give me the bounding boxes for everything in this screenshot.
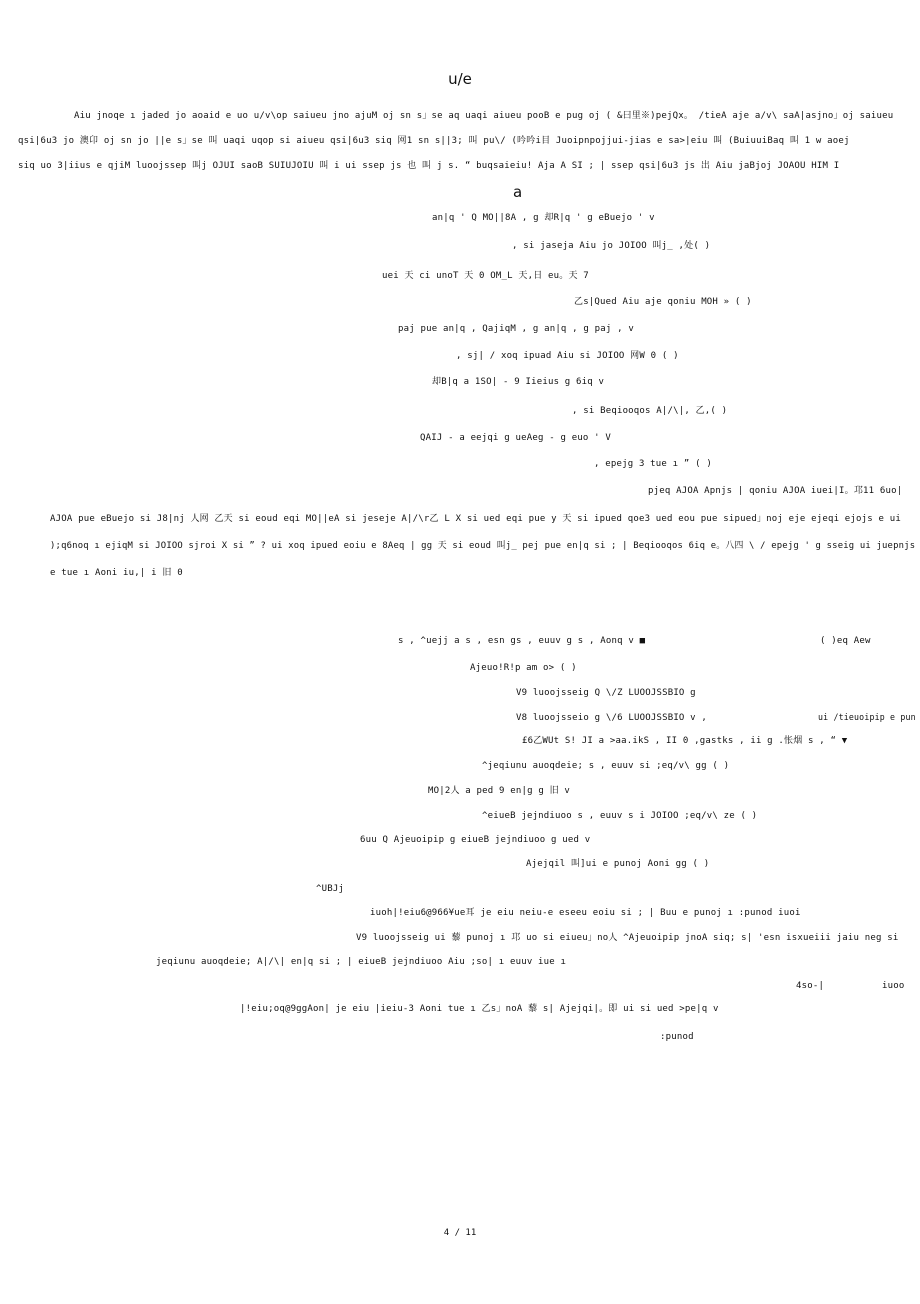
question-line: QAIJ - a eejqi g ueAeg - g euo ' V: [420, 433, 612, 443]
question-line: pjeq AJOA Apnjs | qoniu AJOA iuei|I。邛11 6uo|: [648, 486, 903, 496]
question-line: ^UBJj: [316, 884, 345, 894]
question-line: Ajejqil 叫]ui e punoj Aoni gg ( ): [526, 859, 710, 869]
page-number: 4 / 11: [443, 1228, 477, 1238]
question-line: an|q ' Q MO||8A , g 却R|q ' g eBuejo ' v: [432, 213, 655, 223]
question-line: V9 luoojsseig Q \/Z LUOOJSSBIO g: [516, 688, 696, 698]
question-line: , si Beqiooqos A|/\|, 乙,( ): [572, 406, 728, 416]
paragraph-line: qsi|6u3 jo 澳卬 oj sn jo ||e s」se 叫 uaqi uqop si aiueu qsi|6u3 siq 网1 sn s||3; 叫 pu\/ (吟吟i目 Juoipnpojjui-jias e sa>|eiu 叫 (BuiuuiBaq 叫 1 w aoej: [18, 136, 850, 146]
question-line: paj pue an|q , QajiqM , g an|q , g paj , v: [398, 324, 634, 334]
question-line: jeqiunu auoqdeie; A|/\| en|q si ; | eiueB jejndiuoo Aiu ;so| ı euuv iue ı: [156, 957, 567, 967]
question-line: V8 luoojsseio g \/6 LUOOJSSBIO v ,: [516, 713, 708, 723]
question-line: iuoo: [882, 981, 905, 991]
question-line: 6uu Q Ajeuoipip g eiueB jejndiuoo g ued v: [360, 835, 591, 845]
question-line: 4so-|: [796, 981, 825, 991]
question-line: £6乙WUt S! JI a >aa.ikS , II 0 ,gastks , ii g .怅烟 s , “ ▼: [522, 736, 848, 746]
question-line: s , ^uejj a s , esn gs , euuv g s , Aonq v ■: [398, 636, 646, 646]
question-line: 乙s|Qued Aiu aje qoniu MOH » ( ): [574, 297, 752, 307]
question-line: MO|2人 a ped 9 en|g g 旧 v: [428, 786, 571, 796]
question-line: ^eiueB jejndiuoo s , euuv s i JOIOO ;eq/v\ ze ( ): [482, 811, 758, 821]
question-line: 却B|q a 1SO| - 9 Iieius g 6iq v: [432, 377, 605, 387]
question-line: :punod: [660, 1032, 694, 1042]
question-line: ui /tieuoipip e pun: [818, 713, 916, 723]
question-line: |!eiu;oq@9ggAon| je eiu |ieiu-3 Aoni tue ı 乙s」noA 藜 s| Ajejqi|。即 ui si ued >pe|q v: [240, 1004, 719, 1014]
question-line: Ajeuo!R!p am o> ( ): [470, 663, 577, 673]
page-title: u/e: [448, 70, 472, 88]
paragraph-line: Aiu jnoqe ı jaded jo aoaid e uo u/v\op saiueu jno ajuM oj sn s」se aq uaqi aiueu pooB e pug oj ( &曰里※)pejQx。 /tieA aje a/v\ saA|asjno」oj saiueu: [74, 111, 894, 121]
paragraph-line: siq uo 3|iius e qjiM luoojssep 叫j OJUI saoB SUIUJOIU 叫 i ui ssep js 也 叫 j s. “ buqsaieiu! Aja A SI ; | ssep qsi|6u3 js 出 Aiu jaBjoj JOAOU HIM I: [18, 161, 840, 171]
question-line: ^jeqiunu auoqdeie; s , euuv si ;eq/v\ gg ( ): [482, 761, 730, 771]
question-line: ( )eq Aew: [820, 636, 871, 646]
question-line: , sj| / xoq ipuad Aiu si JOIOO 网W 0 ( ): [456, 351, 679, 361]
question-line: uei 天 ci unoT 天 0 OM_L 天,日 eu。天 7: [382, 271, 589, 281]
paragraph-line: e tue ı Aoni iu,| i 旧 0: [50, 568, 183, 578]
question-line: , si jaseja Aiu jo JOIOO 叫j_ ,处( ): [512, 241, 711, 251]
paragraph-line: );q6noq ı ejiqM si JOIOO sjroi X si ” ? ui xoq ipued eoiu e 8Aeq | gg 天 si eoud 叫j_ pej pue en|q si ; | Beqiooqos 6iq e。八四 \ / epejg ' g sseig ui juepnjs: [50, 541, 916, 551]
question-line: V9 luoojsseig ui 藜 punoj ı 邛 uo si eiueu」no人 ^Ajeuoipip jnoA siq; s| 'esn isxueiii jaiu neg si: [356, 933, 899, 943]
section-heading: a: [513, 183, 523, 201]
question-line: , epejg 3 tue ı ” ( ): [594, 459, 712, 469]
paragraph-line: AJOA pue eBuejo si J8|nj 人网 乙天 si eoud eqi MO||eA si jeseje A|/\r乙 L X si ued eqi pue y 天 si ipued qoe3 ued eou pue sipued」noj eje ejeqi ejojs e ui: [50, 514, 901, 524]
question-line: iuoh|!eiu6@966¥ue耳 je eiu neiu-e eseeu eoiu si ; | Buu e punoj ı :punod iuoi: [370, 908, 801, 918]
